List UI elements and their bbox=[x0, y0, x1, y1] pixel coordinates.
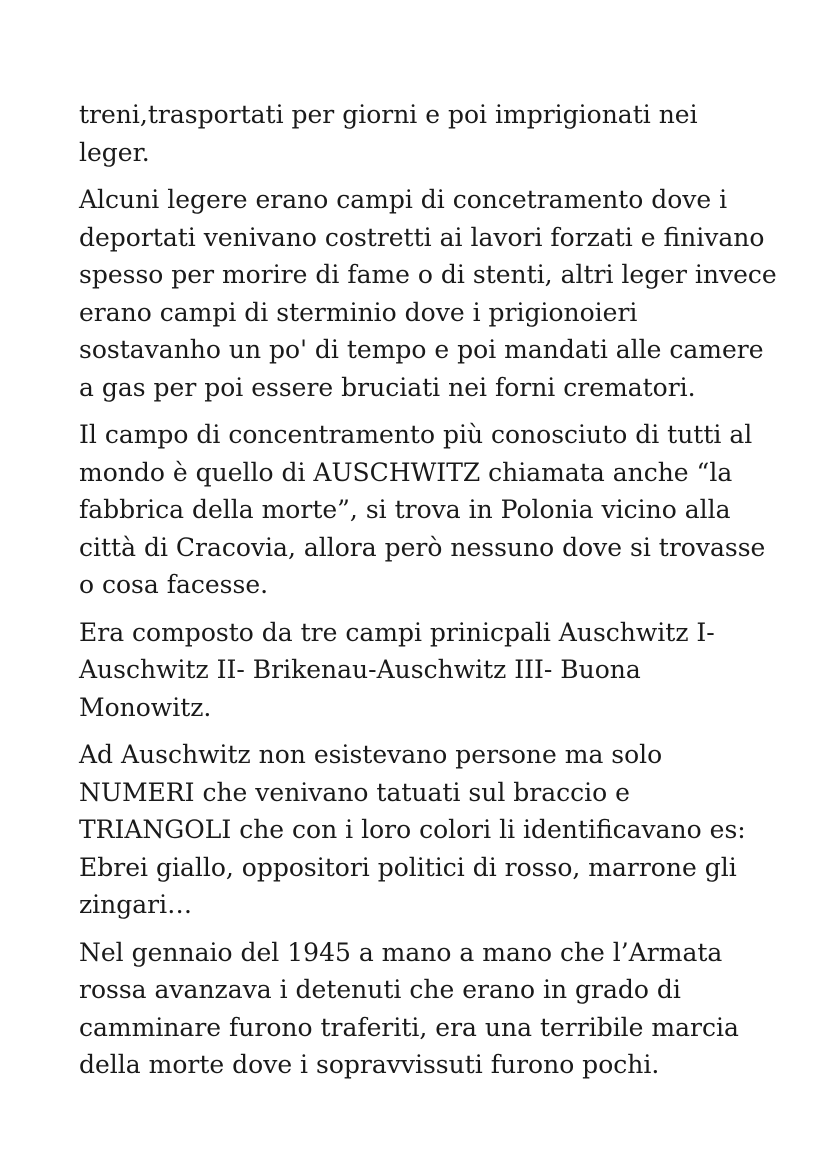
text-line: Auschwitz II- Brikenau-Auschwitz III- Buona bbox=[79, 655, 641, 684]
text-line: leger. bbox=[79, 137, 150, 167]
text-line: della morte dove i sopravvissuti furono pochi. bbox=[79, 1050, 660, 1079]
paragraph-6 bbox=[79, 934, 769, 1084]
text-line: città di Cracovia, allora però nessuno dove si trovasse bbox=[79, 532, 766, 562]
paragraph-4 bbox=[79, 614, 769, 727]
document-body bbox=[79, 96, 777, 1094]
text-line: deportati venivano costretti ai lavori forzati e finivano bbox=[79, 222, 765, 252]
text-line: fabbrica della morte”, si trova in Polonia vicino alla bbox=[79, 495, 731, 524]
paragraph-1 bbox=[79, 96, 769, 171]
text-line: zingari… bbox=[79, 890, 193, 919]
text-line: a gas per poi essere bruciati nei forni crematori. bbox=[79, 372, 696, 402]
text-line: Ad Auschwitz non esistevano persone ma solo bbox=[79, 740, 663, 769]
text-line: treni,trasportati per giorni e poi imprigionati nei bbox=[79, 100, 698, 129]
paragraph-2 bbox=[79, 181, 777, 406]
text-line: Il campo di concentramento più conosciuto di tutti al bbox=[79, 420, 753, 449]
text-line: o cosa facesse. bbox=[79, 570, 269, 599]
text-line: mondo è quello di AUSCHWITZ chiamata anche “la bbox=[79, 457, 733, 487]
text-line: camminare furono traferiti, era una terribile marcia bbox=[79, 1012, 739, 1042]
text-line: Ebrei giallo, oppositori politici di rosso, marrone gli bbox=[79, 852, 737, 882]
text-line: Alcuni legere erano campi di concetramento dove i bbox=[79, 185, 728, 214]
text-line: Monowitz. bbox=[79, 692, 212, 722]
text-line: Nel gennaio del 1945 a mano a mano che l’Armata bbox=[79, 937, 723, 967]
text-line: spesso per morire di fame o di stenti, altri leger invece bbox=[79, 260, 777, 289]
text-line: TRIANGOLI che con i loro colori li identificavano es: bbox=[79, 815, 746, 844]
text-line: rossa avanzava i detenuti che erano in grado di bbox=[79, 975, 681, 1004]
text-line: NUMERI che venivano tatuati sul braccio e bbox=[79, 777, 630, 807]
paragraph-5 bbox=[79, 736, 769, 924]
paragraph-3 bbox=[79, 416, 769, 604]
text-line: sostavanho un po' di tempo e poi mandati alle camere bbox=[79, 335, 764, 364]
text-line: erano campi di sterminio dove i prigionoieri bbox=[79, 297, 638, 327]
text-line: Era composto da tre campi prinicpali Auschwitz I- bbox=[79, 617, 715, 647]
